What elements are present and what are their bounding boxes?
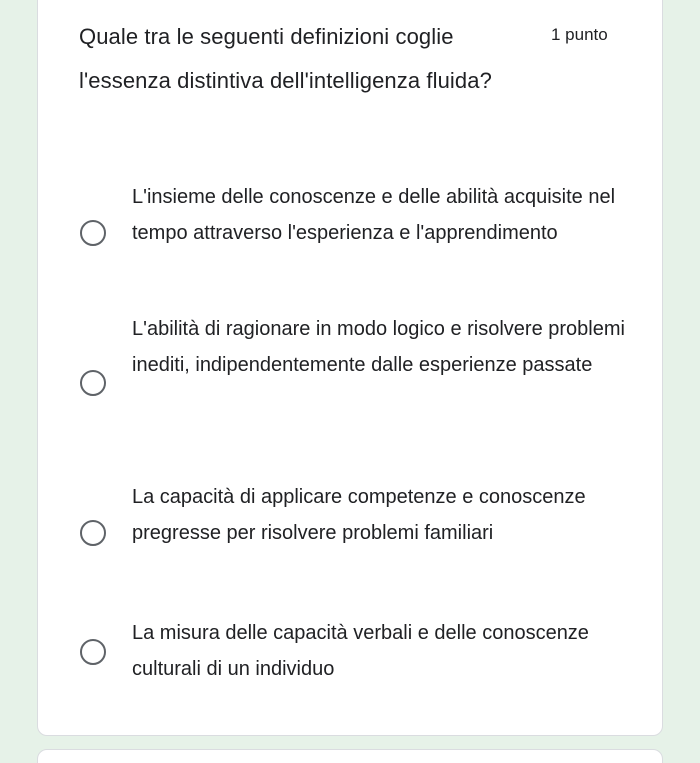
next-question-card xyxy=(37,749,663,763)
radio-button-2[interactable] xyxy=(80,370,106,396)
question-title: Quale tra le seguenti definizioni coglie l'essenza distintiva dell'intelligenza fluida? xyxy=(79,24,492,93)
option-1-label: L'insieme delle conoscenze e delle abilità acquisite nel tempo attraverso l'esperienza e l'apprendimento xyxy=(132,186,616,244)
radio-button-1[interactable] xyxy=(80,220,106,246)
radio-button-3[interactable] xyxy=(80,520,106,546)
radio-button-4[interactable] xyxy=(80,639,106,665)
option-1[interactable] xyxy=(38,179,664,287)
option-4-label: La misura delle capacità verbali e delle conoscenze culturali di un individuo xyxy=(132,622,589,680)
option-3-label: La capacità di applicare competenze e conoscenze pregresse per risolvere problemi familiari xyxy=(132,486,586,544)
points-label: 1 punto xyxy=(551,25,608,44)
option-3[interactable] xyxy=(38,479,664,587)
option-2[interactable] xyxy=(38,311,664,455)
option-4[interactable] xyxy=(38,615,664,687)
option-2-label: L'abilità di ragionare in modo logico e risolvere problemi inediti, indipendentemente dalle esperienze passate xyxy=(132,318,625,376)
question-card xyxy=(37,0,663,736)
